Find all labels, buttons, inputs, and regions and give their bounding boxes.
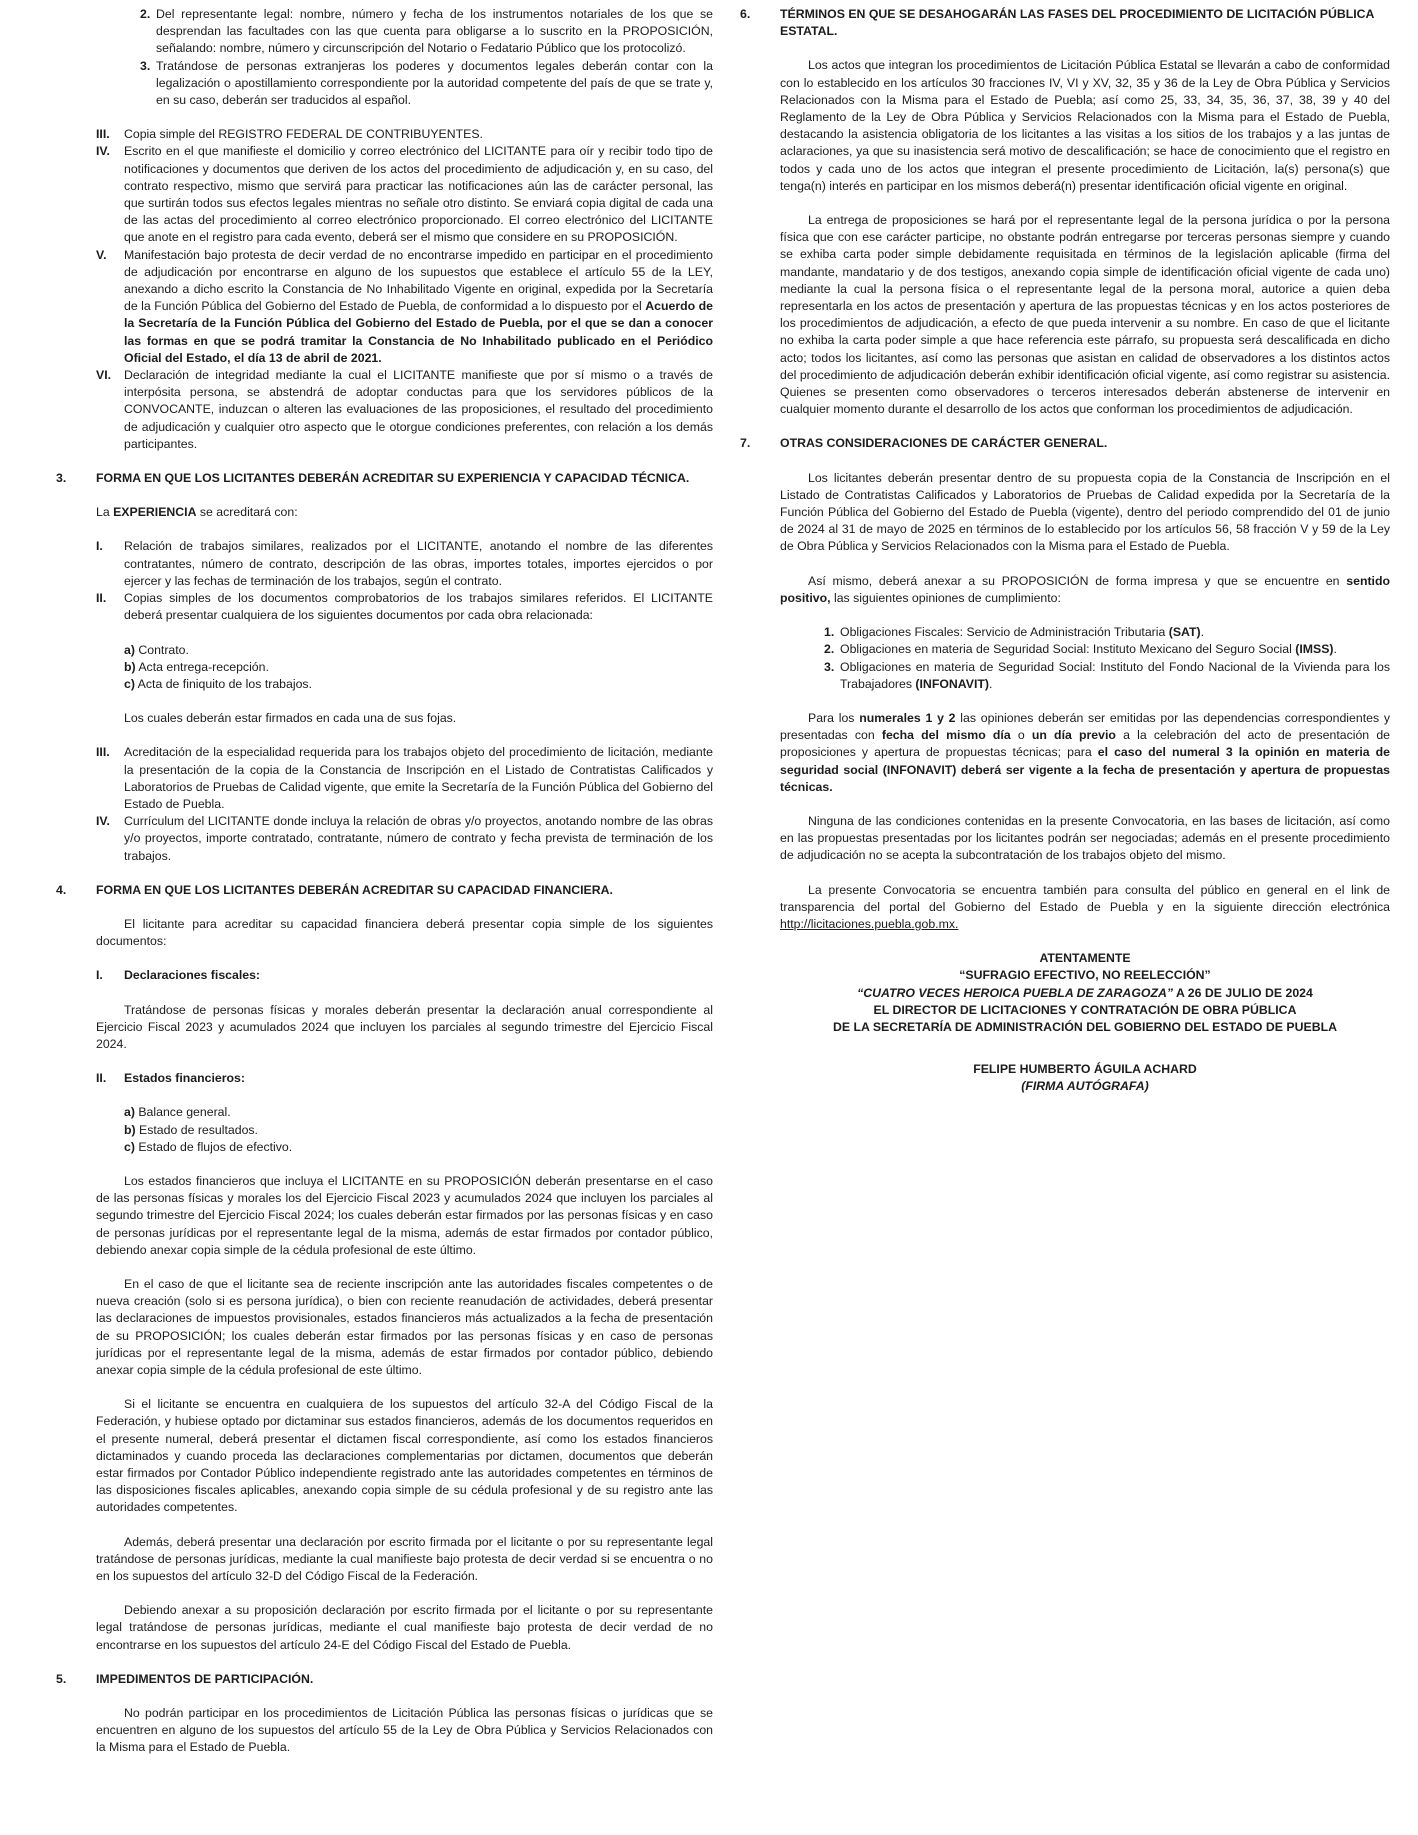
list-item [96, 143, 713, 246]
list-item [124, 1122, 713, 1139]
section-heading [56, 1671, 713, 1688]
signed-note: Los cuales deberán estar firmados en cada una de sus fojas. [124, 711, 457, 726]
item-number: II. [96, 1071, 107, 1086]
item-text: Copias simples de los documentos comprobatorios de los trabajos similares referidos. El LICITANTE deberá presentar cualquiera de los siguientes documentos por cada obra relacionada: [124, 591, 713, 623]
item-text: Estado de resultados. [135, 1122, 258, 1137]
subsection-heading [96, 967, 713, 984]
item-text: Acta entrega-recepción. [135, 659, 269, 674]
item-text-plain: Manifestación bajo protesta de decir verdad de no encontrarse impedido en participar en el procedimiento de adjudicación por encontrarse en alguno de los supuestos que establece el artículo 55 de la LEY, anexando a dicho escrito la Constancia de No Inhabilitado Vigente en original, expedida por la Secretaría de la Función Pública del Gobierno del Estado de Puebla, de conformidad a lo dispuesto por el [124, 247, 713, 314]
item-letter: c) [124, 676, 135, 691]
item-text-plain: Obligaciones Fiscales: Servicio de Administración Tributaria [840, 625, 1169, 640]
section-number: 3. [56, 471, 67, 486]
section-heading [56, 882, 713, 899]
section-number: 7. [740, 436, 751, 451]
item-number: 3. [140, 58, 151, 73]
item-letter: c) [124, 1139, 135, 1154]
paragraph-bold: sentido positivo, [780, 573, 1390, 605]
item-text-plain: . [988, 676, 993, 691]
item-letter: a) [124, 1105, 135, 1120]
item-number: V. [96, 247, 107, 262]
paragraph-bold: fecha del mismo día [881, 728, 1011, 743]
list-item [824, 641, 1390, 658]
paragraph: Además, deberá presentar una declaración por escrito firmada por el licitante o por su representante legal tratándose de personas jurídicas, mediante la cual manifieste bajo protesta de decir verdad si se encuentra o no en los supuestos del artículo 32-D del Código Fiscal de la Federación. [96, 1534, 713, 1584]
subsection-title: Estados financieros: [124, 1071, 245, 1086]
paragraph: Ninguna de las condiciones contenidas en la presente Convocatoria, en las bases de licitación, así como en las propuestas presentadas por los licitantes podrán ser negociadas; además en el presente procedimiento de adjudicación no se acepta la subcontratación de los trabajos objeto del mismo. [780, 813, 1390, 863]
item-text [840, 641, 1390, 658]
item-text: Declaración de integridad mediante la cual el LICITANTE manifieste que por sí mismo o a través de interpósita persona, se abstendrá de adoptar conductas para que los servidores públicos de la CONVOCANTE, induzcan o alteren las evaluaciones de las proposiciones, el resultado del procedimiento de adjudicación y cualquier otro aspecto que le otorgue condiciones preferentes, con relación a los demás participantes. [124, 368, 713, 451]
paragraph: Los actos que integran los procedimientos de Licitación Pública Estatal se llevarán a cabo de conformidad con lo establecido en los artículos 30 fracciones IV, VI y XV, 32, 35 y 36 de la Ley de Obra Pública y Servicios Relacionados con la Misma para el Estado de Puebla; así como 25, 33, 34, 35, 36, 37, 38, 39 y 40 del Reglamento de la Ley de Obra Pública y Servicios Relacionados con la Misma para el Estado de Puebla, destacando la asistencia obligatoria de los licitantes a las visitas a los sitios de los trabajos y a las juntas de aclaraciones, ya que su inasistencia será motivo de descalificación; se hace de conocimiento que el registro en todos y cada uno de los actos que integran el presente procedimiento de Licitación, la(s) persona(s) que tenga(n) interés en participar en los mismos deberá(n) presentar identificación oficial vigente en original. [780, 58, 1390, 193]
item-text-bold: (SAT) [1168, 625, 1201, 640]
list-item [140, 58, 713, 110]
section-heading [56, 470, 713, 487]
requirements-list [96, 126, 713, 453]
experience-list [96, 538, 713, 624]
item-text-bold: Acuerdo de la Secretaría de la Función Pública del Gobierno del Estado de Puebla, por el que se dan a conocer las formas en que se podrá tramitar la Constancia de No Inhabilitado publicado en el Periódico Oficial del Estado, el día 13 de abril de 2021. [124, 299, 713, 365]
section-heading [740, 6, 1390, 40]
item-number: IV. [96, 144, 110, 159]
item-text [124, 247, 713, 367]
list-item [124, 676, 713, 693]
section-title: IMPEDIMENTOS DE PARTICIPACIÓN. [96, 1671, 314, 1686]
right-column [740, 6, 1390, 1096]
item-number: 1. [824, 625, 835, 640]
item-number: 3. [824, 659, 835, 674]
impediments-text: No podrán participar en los procedimientos de Licitación Pública las personas físicas o jurídicas que se encuentren en alguno de los supuestos del artículo 55 de la Ley de Obra Pública y Servicios Relacionados con la Misma para el Estado de Puebla. [96, 1706, 713, 1755]
section-number: 6. [740, 7, 751, 21]
list-item [96, 247, 713, 367]
item-text: Contrato. [134, 642, 189, 657]
list-item [124, 642, 713, 659]
list-item [96, 744, 713, 813]
date-text: A 26 DE JULIO DE 2024 [1172, 985, 1313, 1000]
signature-note: (FIRMA AUTÓGRAFA) [1021, 1079, 1149, 1094]
legal-rep-list [140, 6, 713, 109]
motto-line: “SUFRAGIO EFECTIVO, NO REELECCIÓN” [959, 968, 1211, 983]
item-number: II. [96, 591, 107, 606]
intro-text: La [96, 505, 114, 520]
signer-name: FELIPE HUMBERTO ÁGUILA ACHARD [973, 1062, 1197, 1077]
list-item [824, 624, 1390, 641]
item-number: IV. [96, 814, 110, 829]
item-number: I. [96, 539, 103, 554]
list-item [824, 659, 1390, 693]
paragraph: Si el licitante se encuentra en cualquiera de los supuestos del artículo 32-A del Código Fiscal de la Federación, y hubiese optado por dictaminar sus estados financieros, además de los documentos requeridos en el presente numeral, deberá presentar el dictamen fiscal correspondiente, así como los estados financieros dictaminados y cuando proceda las declaraciones complementarias por dictamen, documentos que deberán estar firmados por Contador Público independiente registrado ante las autoridades competentes en términos de las disposiciones fiscales aplicables, anexando copia simple de su cédula profesional y de su registro ante las autoridades competentes. [96, 1397, 713, 1515]
item-text: Acta de finiquito de los trabajos. [134, 676, 312, 691]
list-item [96, 590, 713, 624]
paragraph-bold: numerales 1 y 2 [859, 710, 956, 725]
section-title: FORMA EN QUE LOS LICITANTES DEBERÁN ACREDITAR SU EXPERIENCIA Y CAPACIDAD TÉCNICA. [96, 471, 690, 486]
list-item [96, 813, 713, 865]
paragraph: En el caso de que el licitante sea de reciente inscripción ante las autoridades fiscales competentes o de nueva creación (solo si es persona jurídica), o bien con reciente reanudación de actividades, deberá presentar las declaraciones de impuestos provisionales, estados financieros más actualizados a la fecha de presentación de su PROPOSICIÓN; los cuales deberán estar firmados por las personas físicas y en caso de personas jurídicas por el representante legal de la misma, además de estar firmados por contador público, debiendo anexar copia simple de la cédula profesional de este último. [96, 1276, 713, 1377]
item-text-plain: . [1200, 625, 1205, 640]
website-link[interactable]: http://licitaciones.puebla.gob.mx. [780, 916, 959, 931]
paragraph-text: Para los [808, 710, 860, 725]
list-item [124, 659, 713, 676]
signer-department: DE LA SECRETARÍA DE ADMINISTRACIÓN DEL GOBIERNO DEL ESTADO DE PUEBLA [833, 1019, 1337, 1034]
item-text [840, 659, 1390, 693]
item-text [840, 624, 1390, 641]
paragraph-bold: el caso del numeral 3 la opinión en materia de seguridad social (INFONAVIT) deberá ser vigente a la fecha de presentación y apertura de propuestas técnicas. [780, 745, 1390, 794]
place-date-line [780, 985, 1390, 1002]
item-number: 2. [140, 7, 151, 21]
paragraph: Los estados financieros que incluya el LICITANTE en su PROPOSICIÓN deberán presentarse en el caso de las personas físicas y morales los del Ejercicio Fiscal 2023 y acumulados 2024 que incluyen los parciales al segundo trimestre del Ejercicio Fiscal 2024; los cuales deberán estar firmados por las personas físicas y en caso de personas jurídicas por el representante legal de la misma, además de estar firmados por contador público, debiendo anexar copia simple de la cédula profesional de este último. [96, 1173, 713, 1257]
fiscal-declarations-text: Tratándose de personas físicas y morales deberán presentar la declaración anual correspondiente al Ejercicio Fiscal 2023 y acumulados 2024 que incluyen los parciales al segundo trimestre del Ejercicio Fiscal 2024. [96, 1002, 713, 1051]
item-text: Currículum del LICITANTE donde incluya la relación de obras y/o proyectos, anotando nombre de las obras y/o proyectos, importe contratado, contratante, número de contrato y fecha prevista de terminación de los trabajos. [124, 814, 713, 863]
paragraph-text: las opiniones deberán ser emitidas por las dependencias correspondientes y presentadas con [780, 710, 1391, 743]
financial-intro: El licitante para acreditar su capacidad financiera deberá presentar copia simple de los siguientes documentos: [96, 916, 713, 949]
paragraph-text: o [1010, 728, 1032, 743]
item-text: Tratándose de personas extranjeras los poderes y documentos legales deberán contar con la legalización o apostillamiento correspondiente por la autoridad competente del país de que se trate y, en su caso, deberán ser traducidos al español. [156, 58, 713, 108]
paragraph [780, 573, 1390, 607]
paragraph-text: a la celebración del acto de presentación de proposiciones y apertura de propuestas técnicas; para [780, 728, 1390, 760]
item-text: Relación de trabajos similares, realizados por el LICITANTE, anotando el nombre de las diferentes contratantes, número de contrato, descripción de las obras, importes totales, importes ejercidos o por ejercer y las fechas de terminación de los trabajos, según el contrato. [124, 539, 713, 588]
paragraph-text: Así mismo, deberá anexar a su PROPOSICIÓN de forma impresa y que se encuentre en [808, 573, 1347, 588]
intro-text: se acreditará con: [196, 505, 298, 520]
section-title: FORMA EN QUE LOS LICITANTES DEBERÁN ACREDITAR SU CAPACIDAD FINANCIERA. [96, 882, 613, 897]
list-item [124, 1104, 713, 1121]
list-item [96, 367, 713, 453]
paragraph-text: las siguientes opiniones de cumplimiento: [830, 590, 1061, 605]
item-number: III. [96, 127, 110, 142]
experience-intro [96, 504, 713, 521]
item-text-plain: Obligaciones en materia de Seguridad Social: Instituto Mexicano del Seguro Social [840, 642, 1296, 657]
paragraph [780, 710, 1390, 796]
city-title: “CUATRO VECES HEROICA PUEBLA DE ZARAGOZA” [857, 985, 1173, 1000]
item-text-bold: (IMSS) [1295, 642, 1334, 657]
paragraph-text: La presente Convocatoria se encuentra también para consulta del público en general en el link de transparencia del portal del Gobierno del Estado de Puebla y en la siguiente dirección electrónica [780, 882, 1390, 914]
section-title: TÉRMINOS EN QUE SE DESAHOGARÁN LAS FASES DEL PROCEDIMIENTO DE LICITACIÓN PÚBLICA ESTATAL. [780, 7, 1374, 39]
item-number: III. [96, 745, 110, 760]
list-item [140, 6, 713, 58]
closing-line: ATENTAMENTE [1039, 951, 1131, 966]
item-number: 2. [824, 642, 835, 657]
experience-list-continued [96, 744, 713, 864]
section-heading [740, 435, 1390, 452]
list-item [96, 538, 713, 590]
paragraph: La entrega de proposiciones se hará por el representante legal de la persona jurídica o por la persona física que con ese carácter participe, no obstante podrán entregarse por terceras personas siempre y cuando se exhiba carta poder simple debidamente requisitada en términos de la legislación aplicable (firma del mandante, mandatario y de dos testigos, anexando copia simple de identificación oficial vigente de cada uno) mediante la cual la persona física o el representante legal de la persona moral, autorice a quien deba representarla en los actos de presentación y apertura de las propuestas técnicas y en los actos posteriores de los procedimientos de adjudicación, a efecto de que pueda intervenir a su nombre. En caso de que el licitante no exhiba la carta poder simple a que hace referencia este párrafo, su propuesta será descalificada en dicho acto; todos los licitantes, así como las personas que asistan en calidad de observadores a los distintos actos del procedimiento de adjudicación deberán exhibir identificación oficial vigente, así como registrar su asistencia. Quienes se presenten como observadores o terceros interesados deberán abstenerse de intervenir en cualquier momento durante el desarrollo de los actos que conforman los procedimientos de adjudicación. [780, 213, 1390, 417]
item-text: Balance general. [134, 1105, 231, 1120]
left-column [56, 6, 713, 1757]
signature-block [780, 950, 1390, 1095]
item-number: VI. [96, 368, 112, 383]
item-letter: b) [124, 659, 136, 674]
financial-statements-list [124, 1104, 713, 1156]
item-text: Estado de flujos de efectivo. [134, 1139, 293, 1154]
subsection-heading [96, 1070, 713, 1087]
item-text-plain: . [1333, 642, 1337, 657]
section-number: 4. [56, 882, 67, 897]
item-text-bold: (INFONAVIT) [915, 676, 989, 691]
subsection-title: Declaraciones fiscales: [124, 968, 261, 983]
list-item [96, 126, 713, 143]
signer-position: EL DIRECTOR DE LICITACIONES Y CONTRATACIÓN DE OBRA PÚBLICA [873, 1002, 1297, 1017]
documents-list [124, 642, 713, 694]
obligations-list [824, 624, 1390, 693]
item-letter: a) [124, 642, 135, 657]
item-number: I. [96, 968, 103, 983]
item-text-plain: Obligaciones en materia de Seguridad Social: Instituto del Fondo Nacional de la Vivienda para los Trabajadores [840, 659, 1390, 691]
list-item [124, 1139, 713, 1156]
item-text: Del representante legal: nombre, número y fecha de los instrumentos notariales de los que se desprendan las facultades con las que cuenta para obligarse a lo suscrito en la PROPOSICIÓN, señalando: nombre, número y circunscripción del Notario o Fedatario Público que los protocolizó. [156, 7, 713, 56]
paragraph [780, 882, 1390, 934]
item-letter: b) [124, 1122, 136, 1137]
section-title: OTRAS CONSIDERACIONES DE CARÁCTER GENERAL. [780, 436, 1108, 451]
intro-bold: EXPERIENCIA [113, 505, 197, 520]
section-number: 5. [56, 1671, 67, 1686]
paragraph: Los licitantes deberán presentar dentro de su propuesta copia de la Constancia de Inscripción en el Listado de Contratistas Calificados y Laboratorios de Pruebas de Calidad expedida por la Secretaría de la Función Pública del Gobierno del Estado de Puebla (vigente), dentro del periodo comprendido del 01 de junio de 2024 al 31 de mayo de 2025 en términos de lo establecido por los artículos 56, 58 fracción V y 59 de la Ley de Obra Pública y Servicios Relacionados con la Misma para el Estado de Puebla. [780, 470, 1390, 554]
item-text: Escrito en el que manifieste el domicilio y correo electrónico del LICITANTE para oír y recibir todo tipo de notificaciones y documentos que deriven de los actos del procedimiento de adjudicación y, en su caso, del contrato respectivo, mismo que servirá para practicar las notificaciones aún las de carácter personal, las que surtirán todos sus efectos legales mientras no señale otro distinto. Se enviará copia digital de cada una de las actas del procedimiento al correo electrónico proporcionado. El correo electrónico del LICITANTE que anote en el registro para cada evento, deberá ser el mismo que considere en su PROPOSICIÓN. [124, 144, 713, 245]
item-text: Copia simple del REGISTRO FEDERAL DE CONTRIBUYENTES. [124, 127, 483, 142]
item-text: Acreditación de la especialidad requerida para los trabajos objeto del procedimiento de licitación, mediante la presentación de la copia de la Constancia de Inscripción en el Listado de Contratistas Calificados y Laboratorios de Pruebas de Calidad vigente, que emite la Secretaría de la Función Pública del Gobierno del Estado de Puebla. [124, 745, 713, 811]
paragraph-bold: un día previo [1031, 728, 1116, 743]
paragraph: Debiendo anexar a su proposición declaración por escrito firmada por el licitante o por su representante legal tratándose de personas jurídicas, mediante el cual manifieste bajo protesta de decir verdad de no encontrarse en los supuestos del artículo 24-E del Código Fiscal del Estado de Puebla. [96, 1603, 713, 1652]
